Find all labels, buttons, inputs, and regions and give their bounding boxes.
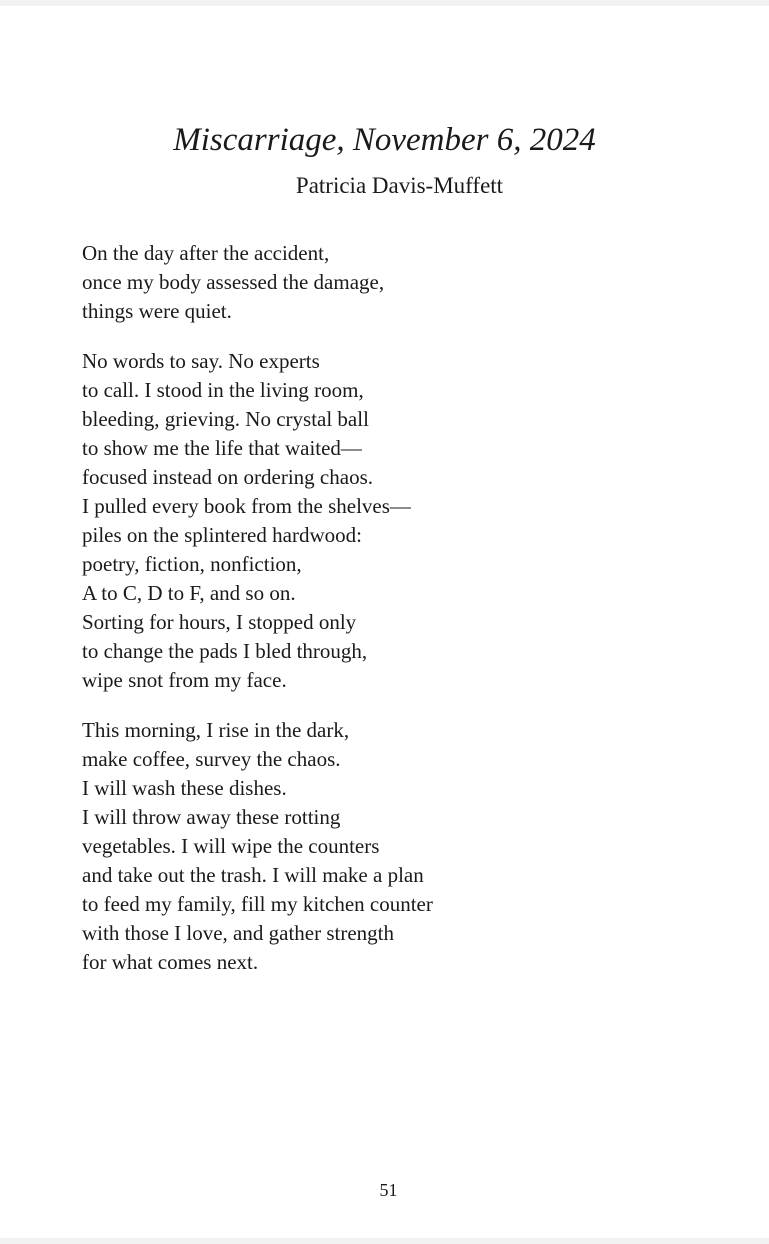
poem-line: I pulled every book from the shelves—	[82, 494, 411, 518]
poem-line: to call. I stood in the living room,	[82, 378, 364, 402]
poem-line: poetry, fiction, nonfiction,	[82, 552, 302, 576]
poem-line: to feed my family, fill my kitchen counter	[82, 892, 433, 916]
poem-line: make coffee, survey the chaos.	[82, 747, 341, 771]
book-page	[0, 6, 769, 1238]
poem-line: vegetables. I will wipe the counters	[82, 834, 380, 858]
poem-line: A to C, D to F, and so on.	[82, 581, 296, 605]
poem-line: and take out the trash. I will make a plan	[82, 863, 424, 887]
poem-line: once my body assessed the damage,	[82, 270, 385, 294]
poem-line: No words to say. No experts	[82, 349, 320, 373]
stanza-2	[82, 347, 722, 695]
poem-line: I will wash these dishes.	[82, 776, 287, 800]
poem-line: with those I love, and gather strength	[82, 921, 395, 945]
poem-line: focused instead on ordering chaos.	[82, 465, 373, 489]
poem-line: Sorting for hours, I stopped only	[82, 610, 357, 634]
page-number: 51	[379, 1180, 398, 1200]
poem-line: This morning, I rise in the dark,	[82, 718, 350, 742]
poem-line: I will throw away these rotting	[82, 805, 341, 829]
poem-line: wipe snot from my face.	[82, 668, 287, 692]
poem-author: Patricia Davis-Muffett	[295, 173, 504, 198]
poem-line: things were quiet.	[82, 299, 232, 323]
poem-line: On the day after the accident,	[82, 241, 330, 265]
poem-title: Miscarriage, November 6, 2024	[173, 122, 596, 158]
poem-line: to change the pads I bled through,	[82, 639, 368, 663]
poem-line: to show me the life that waited—	[82, 436, 362, 460]
stanza-3	[82, 716, 722, 977]
poem-line: bleeding, grieving. No crystal ball	[82, 407, 369, 431]
stanza-1	[82, 239, 722, 326]
poem-line: piles on the splintered hardwood:	[82, 523, 362, 547]
poem-body	[82, 239, 722, 998]
poem-line: for what comes next.	[82, 950, 259, 974]
